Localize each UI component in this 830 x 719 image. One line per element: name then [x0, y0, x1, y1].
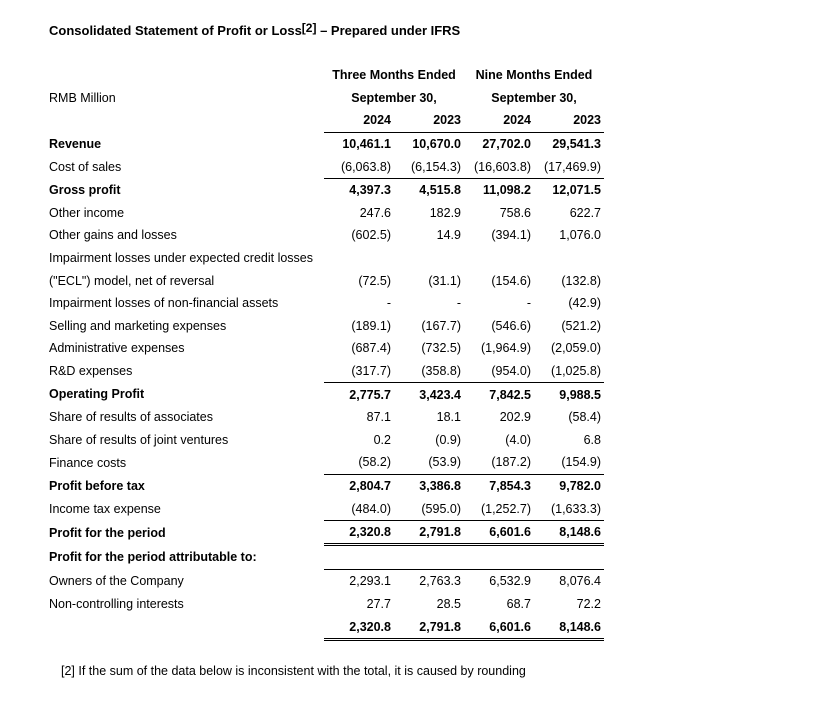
- year-header: 2023: [394, 109, 464, 132]
- row-label: Operating Profit: [49, 387, 145, 402]
- row-value: [464, 545, 534, 570]
- row-value: (16,603.8): [464, 155, 534, 178]
- row-value: (187.2): [464, 451, 534, 474]
- row-value: 622.7: [569, 205, 601, 220]
- row-label: Owners of the Company: [49, 574, 184, 589]
- header-row-2: [46, 87, 604, 110]
- row-value: 6.8: [583, 432, 601, 447]
- row-value: (154.6): [491, 273, 531, 288]
- row-value: 9,782.0: [559, 478, 601, 493]
- row-label: Selling and marketing expenses: [49, 318, 227, 333]
- row-value: 1,076.0: [559, 228, 601, 243]
- table-row: [46, 178, 604, 201]
- row-label: Other gains and losses: [49, 228, 177, 243]
- table-row: [46, 406, 604, 429]
- row-value: 27.7: [366, 596, 391, 611]
- row-value: 10,461.1: [342, 137, 391, 152]
- row-value: (317.7): [324, 360, 394, 383]
- row-value: 0.2: [373, 432, 391, 447]
- row-value: 18.1: [436, 410, 461, 425]
- row-value: (17,469.9): [534, 155, 604, 178]
- table-row: [46, 360, 604, 383]
- row-label: Share of results of associates: [49, 410, 213, 425]
- row-value: 12,071.5: [552, 183, 601, 198]
- year-header: 2024: [464, 109, 534, 132]
- row-value: (154.9): [534, 451, 604, 474]
- row-value: 10,670.0: [412, 137, 461, 152]
- row-value: 6,601.6: [464, 520, 534, 545]
- row-value: (53.9): [394, 451, 464, 474]
- table-row: [46, 132, 604, 155]
- row-value: 4,397.3: [349, 183, 391, 198]
- year-row: [46, 109, 604, 132]
- row-value: (1,025.8): [534, 360, 604, 383]
- row-label: R&D expenses: [49, 364, 133, 379]
- table-row: [46, 247, 604, 270]
- row-value: 7,854.3: [489, 478, 531, 493]
- row-label: Profit for the period: [49, 525, 166, 540]
- row-value: (42.9): [568, 296, 601, 311]
- row-value: 8,148.6: [534, 520, 604, 545]
- row-value: [324, 247, 394, 270]
- statement-rows: [46, 132, 604, 639]
- row-value: -: [456, 296, 461, 311]
- row-label: Finance costs: [49, 455, 127, 470]
- row-value: (2,059.0): [550, 341, 601, 356]
- row-label: Gross profit: [49, 183, 121, 198]
- table-row: [46, 497, 604, 520]
- row-label: Administrative expenses: [49, 341, 185, 356]
- row-label: Other income: [49, 205, 125, 220]
- row-value: (31.1): [428, 273, 461, 288]
- row-value: (954.0): [464, 360, 534, 383]
- table-row: [46, 292, 604, 315]
- table-row: [46, 474, 604, 497]
- row-value: 2,775.7: [349, 387, 391, 402]
- row-label: ("ECL") model, net of reversal: [49, 273, 215, 288]
- row-value: 6,601.6: [464, 615, 534, 639]
- footnote: [2] If the sum of the data below is inconsistent with the total, it is caused by rounding: [61, 664, 526, 678]
- table-row: [46, 429, 604, 452]
- statement-title: [49, 23, 460, 38]
- table-row: [46, 337, 604, 360]
- row-value: 11,098.2: [483, 183, 531, 198]
- table-row: [46, 155, 604, 178]
- row-label: [46, 615, 324, 639]
- row-value: 27,702.0: [482, 137, 531, 152]
- row-value: 7,842.5: [489, 387, 531, 402]
- row-value: [324, 545, 394, 570]
- table-row: [46, 520, 604, 545]
- row-value: 14.9: [436, 228, 461, 243]
- row-value: [534, 247, 604, 270]
- row-value: 6,532.9: [464, 570, 534, 593]
- row-label: Impairment losses under expected credit losses: [49, 251, 314, 266]
- row-value: (1,964.9): [480, 341, 531, 356]
- row-value: (394.1): [491, 228, 531, 243]
- row-value: (6,154.3): [394, 155, 464, 178]
- row-value: 247.6: [359, 205, 391, 220]
- row-value: 202.9: [499, 410, 531, 425]
- three-months-header-line1: Three Months Ended: [332, 68, 456, 83]
- row-value: (484.0): [324, 497, 394, 520]
- table-row: [46, 202, 604, 225]
- footnote-ref: [2]: [301, 21, 317, 35]
- title-main: Consolidated Statement of Profit or Loss: [49, 23, 302, 38]
- row-value: 2,763.3: [394, 570, 464, 593]
- row-value: 68.7: [506, 596, 531, 611]
- row-value: (1,252.7): [464, 497, 534, 520]
- row-value: 87.1: [366, 410, 391, 425]
- row-value: (687.4): [351, 341, 391, 356]
- title-suffix: – Prepared under IFRS: [316, 23, 461, 38]
- row-value: (58.4): [568, 410, 601, 425]
- table-row: [46, 383, 604, 406]
- row-value: 28.5: [436, 596, 461, 611]
- row-label: Impairment losses of non-financial assets: [49, 296, 279, 311]
- row-value: (4.0): [505, 432, 531, 447]
- row-value: 3,423.4: [419, 387, 461, 402]
- table-row: [46, 269, 604, 292]
- table-row: [46, 315, 604, 338]
- table-row: [46, 224, 604, 247]
- row-value: 2,320.8: [324, 615, 394, 639]
- row-value: 4,515.8: [419, 183, 461, 198]
- row-value: 8,076.4: [534, 570, 604, 593]
- row-value: [394, 545, 464, 570]
- three-months-header-line2: September 30,: [351, 90, 437, 105]
- row-value: 2,293.1: [324, 570, 394, 593]
- row-value: 182.9: [429, 205, 461, 220]
- row-value: 72.2: [576, 596, 601, 611]
- row-value: (732.5): [421, 341, 461, 356]
- row-label: Profit for the period attributable to:: [49, 550, 257, 565]
- row-value: (189.1): [351, 318, 391, 333]
- row-label: Non-controlling interests: [49, 596, 184, 611]
- row-label: Revenue: [49, 136, 102, 151]
- row-value: 758.6: [499, 205, 531, 220]
- row-value: [534, 545, 604, 570]
- year-header: 2023: [534, 109, 604, 132]
- row-value: -: [386, 296, 391, 311]
- row-value: 2,320.8: [324, 520, 394, 545]
- row-value: (6,063.8): [324, 155, 394, 178]
- row-value: (602.5): [351, 228, 391, 243]
- row-value: (1,633.3): [534, 497, 604, 520]
- nine-months-header-line2: September 30,: [491, 90, 577, 105]
- row-value: (0.9): [435, 432, 461, 447]
- nine-months-header-line1: Nine Months Ended: [475, 68, 593, 83]
- row-label: Income tax expense: [49, 501, 161, 516]
- table-row: [46, 545, 604, 570]
- row-value: (521.2): [561, 318, 601, 333]
- unit-label: RMB Million: [49, 90, 116, 105]
- row-value: (595.0): [394, 497, 464, 520]
- table-row: [46, 593, 604, 616]
- table-row: [46, 615, 604, 639]
- row-label: Cost of sales: [49, 159, 122, 174]
- row-value: (546.6): [491, 318, 531, 333]
- row-value: 2,791.8: [394, 520, 464, 545]
- table-row: [46, 570, 604, 593]
- row-value: -: [526, 296, 531, 311]
- row-value: (132.8): [561, 273, 601, 288]
- row-value: 9,988.5: [559, 387, 601, 402]
- header-row-1: [46, 64, 604, 87]
- row-value: (58.2): [324, 451, 394, 474]
- profit-loss-table: [46, 64, 604, 641]
- row-value: (72.5): [358, 273, 391, 288]
- row-label: Profit before tax: [49, 478, 145, 493]
- row-value: 8,148.6: [534, 615, 604, 639]
- row-value: [394, 247, 464, 270]
- table-row: [46, 451, 604, 474]
- row-value: [464, 247, 534, 270]
- row-value: (167.7): [421, 318, 461, 333]
- row-value: 2,804.7: [349, 478, 391, 493]
- row-value: (358.8): [394, 360, 464, 383]
- row-value: 2,791.8: [394, 615, 464, 639]
- year-header: 2024: [324, 109, 394, 132]
- row-label: Share of results of joint ventures: [49, 432, 229, 447]
- row-value: 3,386.8: [419, 478, 461, 493]
- row-value: 29,541.3: [552, 137, 601, 152]
